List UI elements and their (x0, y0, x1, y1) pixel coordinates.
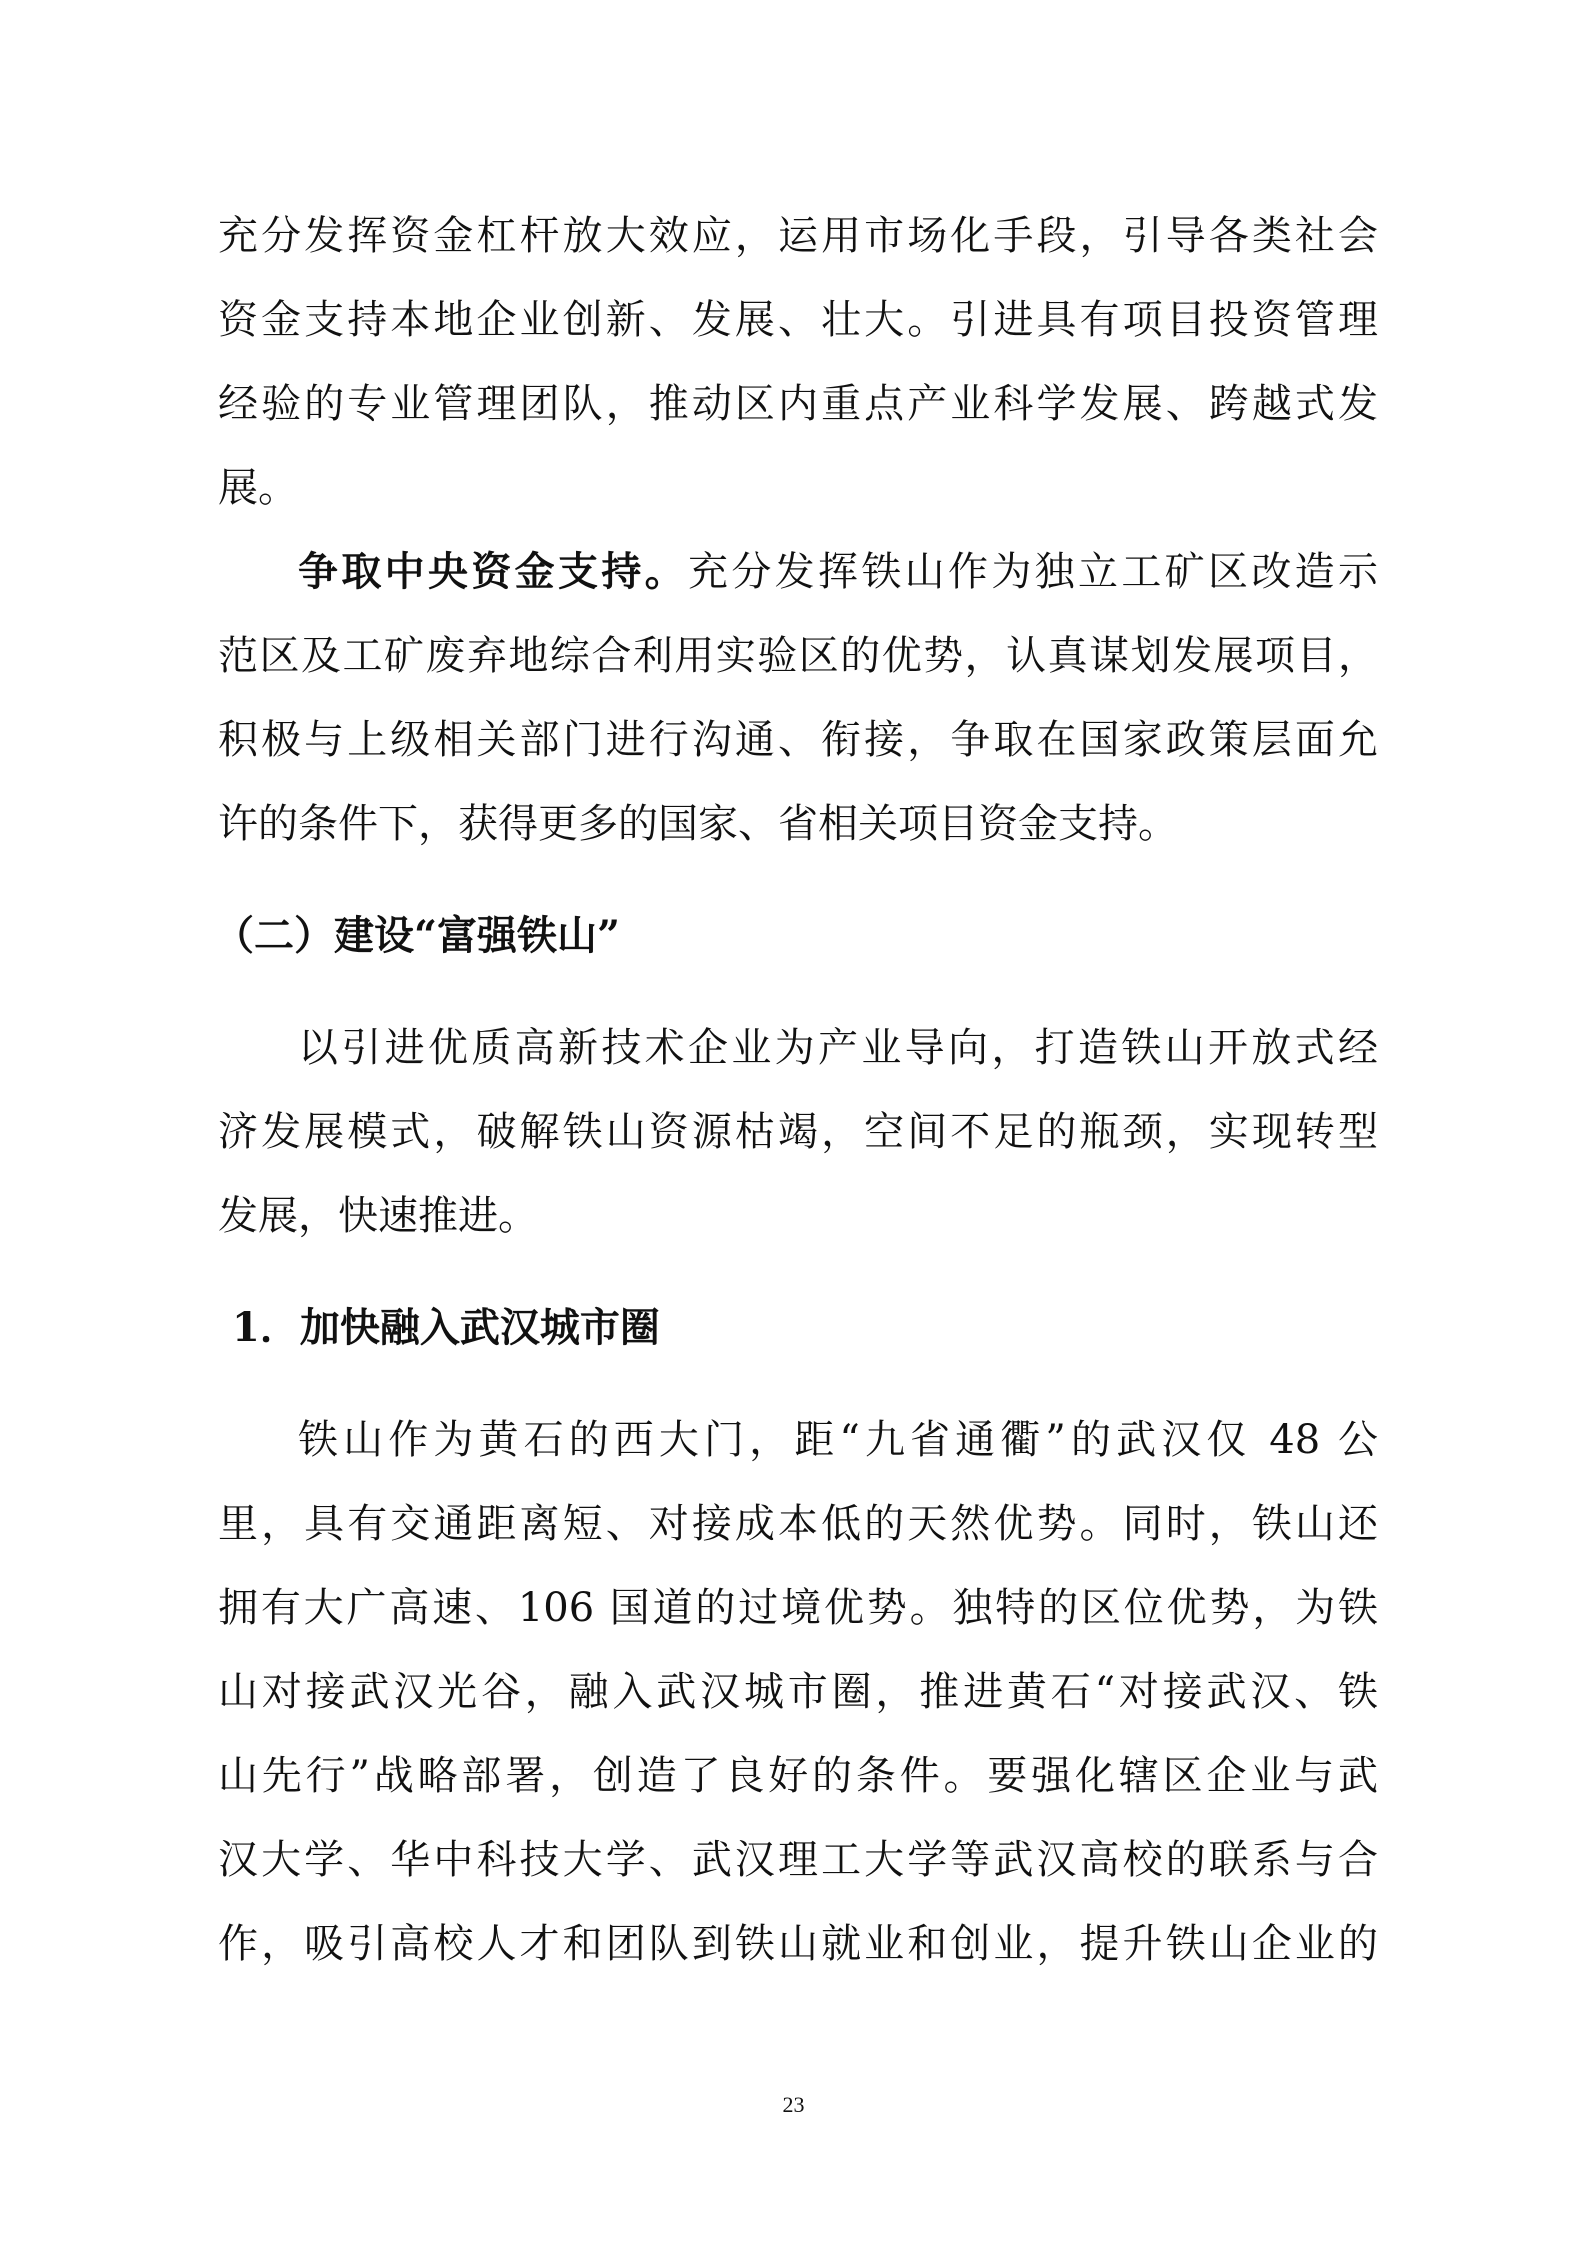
paragraph-2-line-2: 范区及工矿废弃地综合利用实验区的优势，认真谋划发展项目， (218, 633, 1378, 679)
paragraph-4-line-7: 作，吸引高校人才和团队到铁山就业和创业，提升铁山企业的 (218, 1921, 1378, 1967)
paragraph-2-line-3: 积极与上级相关部门进行沟通、衔接，争取在国家政策层面允 (218, 717, 1378, 763)
page-number: 23 (782, 2092, 805, 2117)
paragraph-1-line-4: 展。 (218, 465, 298, 511)
paragraph-2-line-4: 许的条件下，获得更多的国家、省相关项目资金支持。 (218, 801, 1178, 847)
paragraph-4-line-2: 里，具有交通距离短、对接成本低的天然优势。同时，铁山还 (218, 1501, 1378, 1547)
paragraph-1-line-2: 资金支持本地企业创新、发展、壮大。引进具有项目投资管理 (218, 297, 1378, 343)
section-heading-3: 1．加快融入武汉城市圈 (232, 1304, 660, 1351)
paragraph-4-line-1: 铁山作为黄石的西大门，距“九省通衢”的武汉仅 48 公 (298, 1417, 1378, 1463)
paragraph-3-line-1: 以引进优质高新技术企业为产业导向，打造铁山开放式经 (298, 1025, 1378, 1071)
paragraph-4-line-6: 汉大学、华中科技大学、武汉理工大学等武汉高校的联系与合 (218, 1837, 1378, 1883)
paragraph-1-line-3: 经验的专业管理团队，推动区内重点产业科学发展、跨越式发 (218, 381, 1378, 427)
paragraph-3-line-3: 发展，快速推进。 (218, 1193, 538, 1239)
paragraph-1-line-1: 充分发挥资金杠杆放大效应，运用市场化手段，引导各类社会 (218, 213, 1378, 259)
paragraph-2-line-1-text: 充分发挥铁山作为独立工矿区改造示 (688, 549, 1378, 595)
paragraph-2-lead: 争取中央资金支持。 (298, 548, 688, 595)
paragraph-4-line-4: 山对接武汉光谷，融入武汉城市圈，推进黄石“对接武汉、铁 (218, 1669, 1378, 1715)
paragraph-2-line-1 (298, 542, 1378, 602)
paragraph-4-line-3: 拥有大广高速、106 国道的过境优势。独特的区位优势，为铁 (218, 1585, 1378, 1631)
paragraph-4-line-5: 山先行”战略部署，创造了良好的条件。要强化辖区企业与武 (218, 1753, 1378, 1799)
section-heading-2: （二）建设“富强铁山” (214, 912, 621, 959)
paragraph-3-line-2: 济发展模式，破解铁山资源枯竭，空间不足的瓶颈，实现转型 (218, 1109, 1378, 1155)
